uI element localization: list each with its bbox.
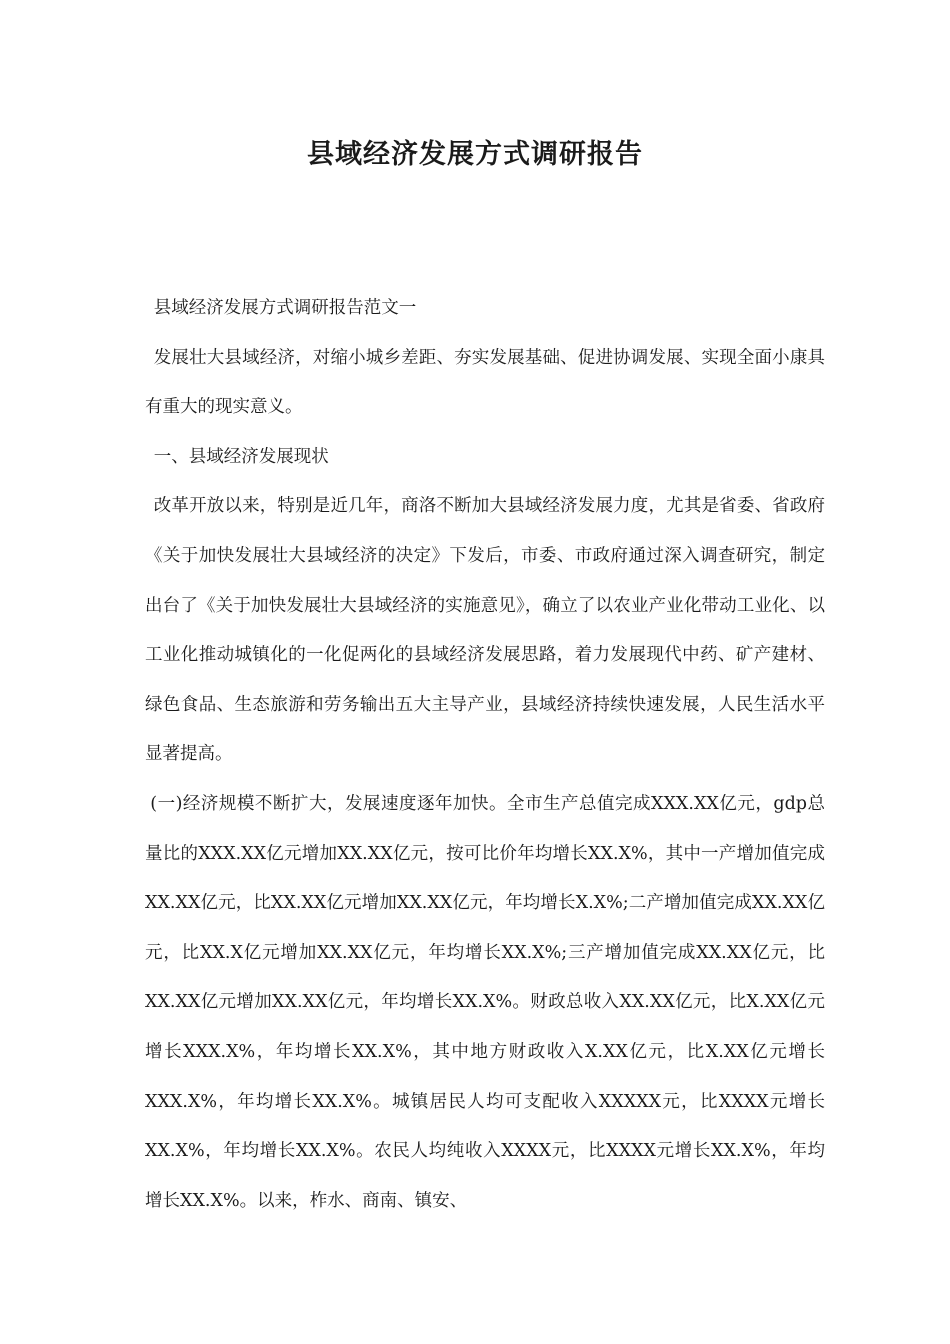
paragraph-background: 改革开放以来，特别是近几年，商洛不断加大县域经济发展力度，尤其是省委、省政府《关于加快发展壮大县域经济的决定》下发后，市委、市政府通过深入调查研究，制定出台了《关于加快发展壮大县域经济的实施意见》，确立了以农业产业化带动工业化、以工业化推动城镇化的一化促两化的县域经济发展思路，着力发展现代中药、矿产建材、绿色食品、生态旅游和劳务输出五大主导产业，县域经济持续快速发展，人民生活水平显著提高。	[145, 496, 825, 765]
paragraph-economic-scale: (一)经济规模不断扩大，发展速度逐年加快。全市生产总值完成XXX.XX亿元，gdp总量比的XXX.XX亿元增加XX.XX亿元，按可比价年均增长XX.X%，其中一产增加值完成XX.XX亿元，比XX.XX亿元增加XX.XX亿元，年均增长X.X%;二产增加值完成XX.XX亿元，比XX.X亿元增加XX.XX亿元，年均增长XX.X%;三产增加值完成XX.XX亿元，比XX.XX亿元增加XX.XX亿元，年均增长XX.X%。财政总收入XX.XX亿元，比X.XX亿元增长XXX.X%，年均增长XX.X%，其中地方财政收入X.XX亿元，比X.XX亿元增长XXX.X%，年均增长XX.X%。城镇居民人均可支配收入XXXXX元，比XXXX元增长XX.X%，年均增长XX.X%。农民人均纯收入XXXX元，比XXXX元增长XX.X%，年均增长XX.X%。以来，柞水、商南、镇安、	[145, 793, 825, 1211]
paragraph-intro: 发展壮大县域经济，对缩小城乡差距、夯实发展基础、促进协调发展、实现全面小康具有重大的现实意义。	[145, 347, 825, 418]
paragraph-subtitle: 县域经济发展方式调研报告范文一	[153, 298, 417, 318]
section-heading: 一、县域经济发展现状	[153, 446, 329, 467]
document-title: 县域经济发展方式调研报告	[307, 139, 643, 170]
document-body	[145, 284, 825, 1226]
